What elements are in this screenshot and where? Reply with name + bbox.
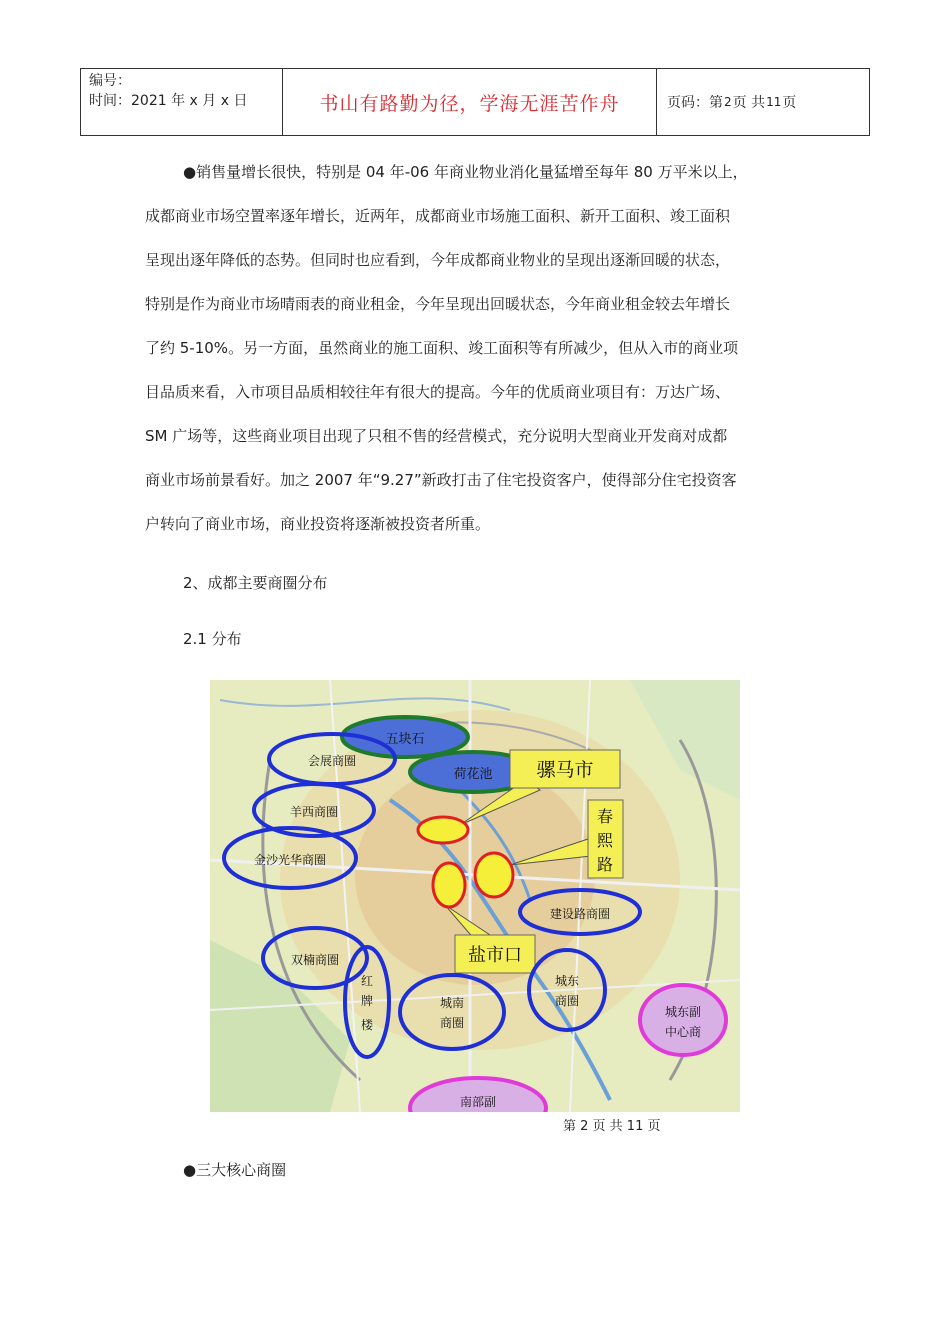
district-luomashi [418,817,468,843]
page-total: 11 [766,95,782,109]
label-wukuaishi: 五块石 [385,732,425,747]
label-yanshikou: 盐市口 [468,945,522,966]
district-chengdongfu [640,985,726,1055]
label-jianshelu: 建设路商圈 [549,907,611,921]
map-caption: 第 2 页 共 11 页 [563,1119,661,1134]
label-chengnan: 商圈 [439,1016,465,1030]
header-left-cell [81,69,283,135]
header-table [80,68,870,136]
core-districts-heading: ●三大核心商圈 [183,1161,287,1179]
body-line: 呈现出逐年降低的态势。但同时也应看到，今年成都商业物业的呈现出逐渐回暖的状态， [145,251,731,269]
body-paragraph [145,150,815,546]
body-line: SM 广场等，这些商业项目出现了只租不售的经营模式，充分说明大型商业开发商对成都 [145,427,728,445]
label-jinsha: 金沙光华商圈 [253,853,327,867]
label-huizhan: 会展商圈 [307,754,357,768]
body-line: 了约 5-10%。另一方面，虽然商业的施工面积、竣工面积等有所减少，但从入市的商业项 [145,339,739,357]
header-motto-cell [283,69,657,135]
body-line: 目品质来看，入市项目品质相较往年有很大的提高。今年的优质商业项目有：万达广场、 [145,383,731,401]
page-current: 2 [724,95,732,109]
body-line: 户转向了商业市场，商业投资将逐渐被投资者所重。 [145,515,491,533]
label-chengdongfu: 中心商 [664,1025,702,1039]
header-page-cell [657,69,869,135]
motto: 书山有路勤为径，学海无涯苦作舟 [319,92,620,115]
subsection-heading: 2.1 分布 [183,630,242,648]
label-chengnan: 城南 [439,996,465,1010]
label-chunxilu: 春 [596,807,614,826]
body-line: 商业市场前景看好。加之 2007 年“9.27”新政打击了住宅投资客户，使得部分住宅投资客 [145,471,737,489]
label-chunxilu: 熙 [596,831,614,850]
label-hongpailou: 牌 [360,994,374,1008]
label-chengdongfu: 城东副 [664,1005,702,1019]
date-label: 时间：2021 年 x 月 x 日 [89,93,248,109]
section-heading: 2、成都主要商圈分布 [183,574,328,592]
district-yanshikou [433,863,465,907]
page-mid: 页 共 [732,95,766,111]
district-chunxilu [475,853,513,897]
label-hongpailou: 红 [360,974,374,988]
label-luomashi: 骡马市 [536,759,594,781]
map-svg [210,680,740,1112]
label-hehuachi: 荷花池 [453,767,493,782]
business-district-map [210,680,740,1112]
label-yangxi: 羊西商圈 [289,805,339,819]
body-line: ●销售量增长很快，特别是 04 年-06 年商业物业消化量猛增至每年 80 万平米以上， [183,163,748,181]
label-nanbufu: 南部副 [459,1095,497,1109]
number-label: 编号： [89,73,131,89]
body-line: 特别是作为商业市场晴雨表的商业租金，今年呈现出回暖状态，今年商业租金较去年增长 [145,295,731,313]
label-chengdong: 商圈 [554,994,580,1008]
label-shuangnan: 双楠商圈 [290,953,340,967]
body-line: 成都商业市场空置率逐年增长，近两年，成都商业市场施工面积、新开工面积、竣工面积 [145,207,731,225]
label-chengdong: 城东 [554,974,580,988]
page-prefix: 页码：第 [667,95,723,111]
label-hongpailou: 楼 [360,1018,374,1032]
page-suffix: 页 [782,95,797,111]
label-chunxilu: 路 [596,855,614,874]
